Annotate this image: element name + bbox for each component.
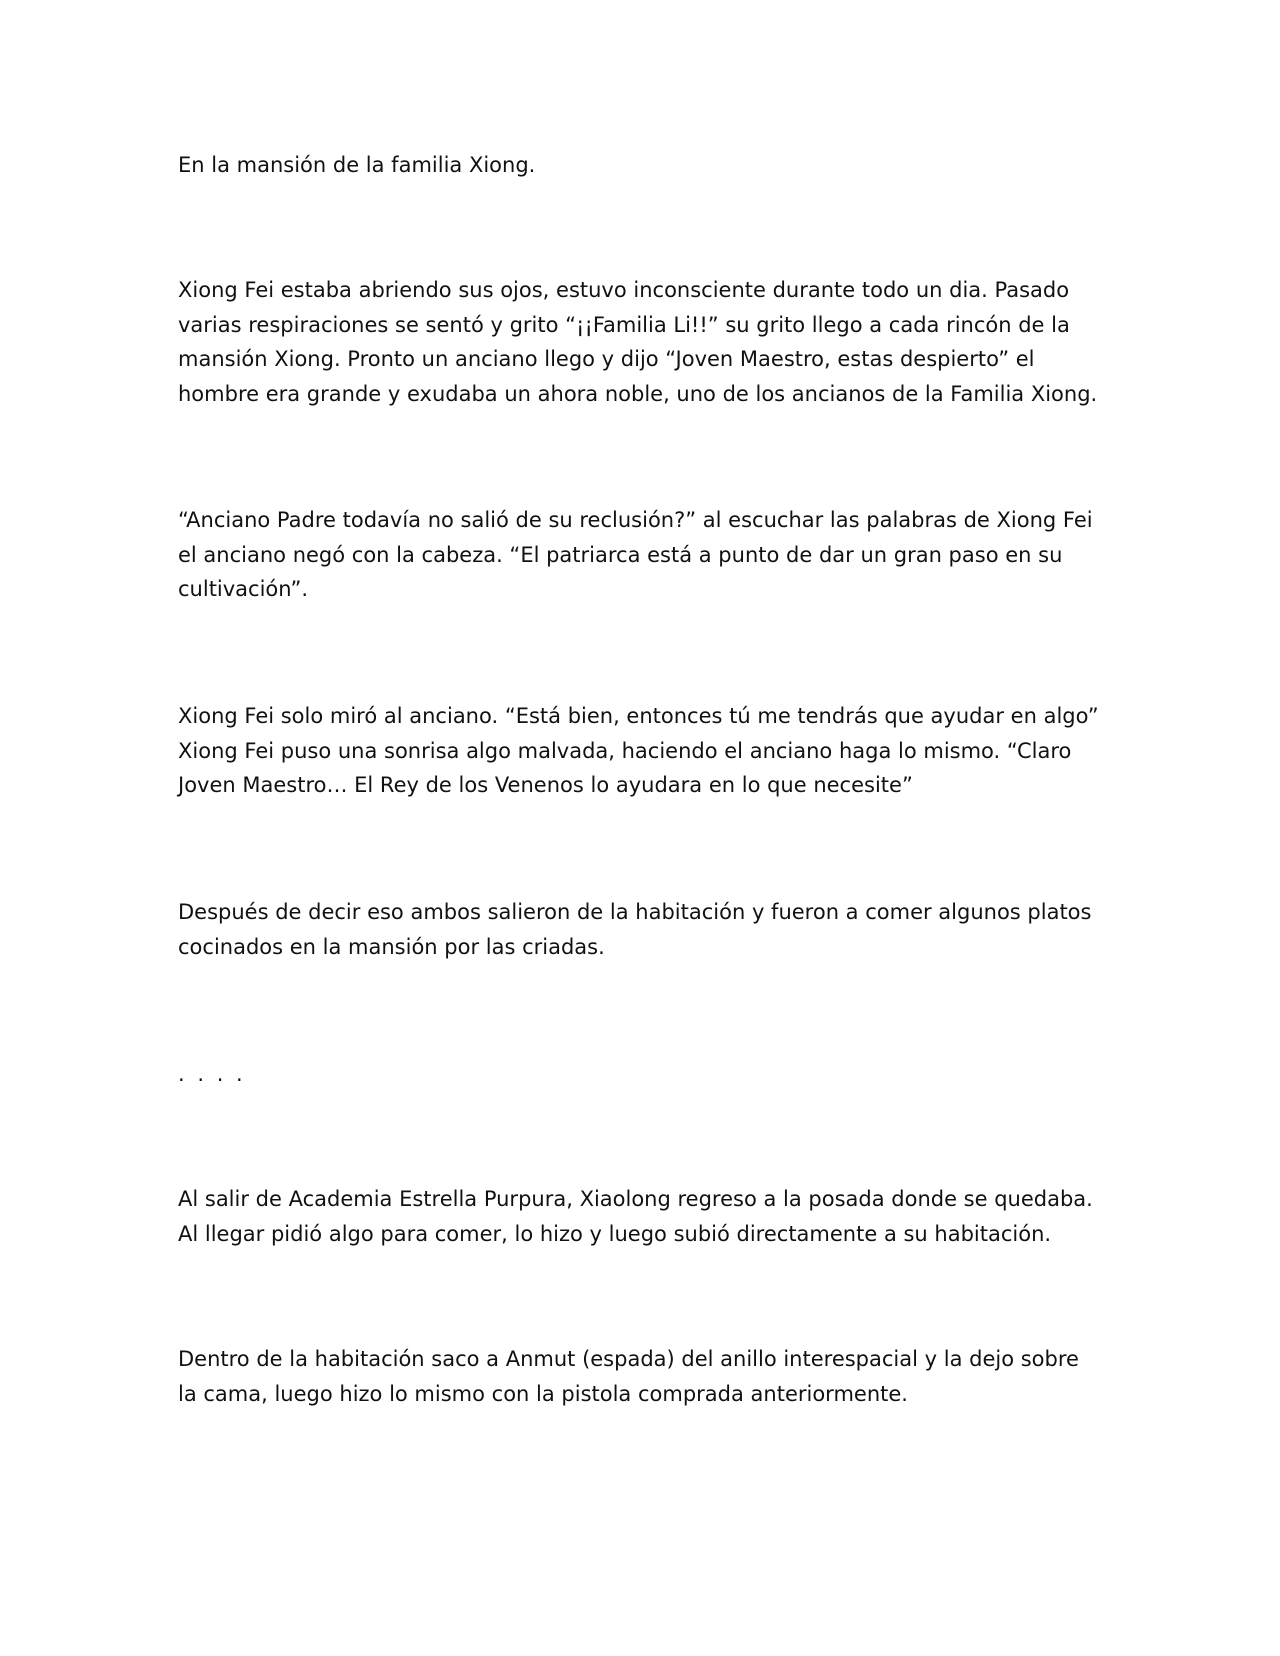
paragraph-4	[178, 699, 1108, 803]
paragraph-1	[178, 148, 1108, 183]
text-line: hombre era grande y exudaba un ahora noble, uno de los ancianos de la Familia Xiong.	[178, 381, 1098, 406]
text-line: En la mansión de la familia Xiong.	[178, 153, 536, 177]
text-line: . . . .	[178, 1062, 246, 1086]
text-line: Al salir de Academia Estrella Purpura, Xiaolong regreso a la posada donde se quedaba.	[178, 1187, 1093, 1211]
text-line: Xiong Fei estaba abriendo sus ojos, estuvo inconsciente durante todo un dia. Pasado	[178, 278, 1070, 302]
text-line: la cama, luego hizo lo mismo con la pistola comprada anteriormente.	[178, 1381, 908, 1406]
text-line: cultivación”.	[178, 577, 308, 601]
text-line: el anciano negó con la cabeza. “El patriarca está a punto de dar un gran paso en su	[178, 542, 1063, 567]
text-line: mansión Xiong. Pronto un anciano llego y dijo “Joven Maestro, estas despierto” el	[178, 347, 1035, 371]
paragraph-6	[178, 1182, 1108, 1251]
text-line: Dentro de la habitación saco a Anmut (espada) del anillo interespacial y la dejo sobre	[178, 1347, 1079, 1371]
paragraph-3	[178, 503, 1108, 607]
text-line: Xiong Fei puso una sonrisa algo malvada, haciendo el anciano haga lo mismo. “Claro	[178, 738, 1072, 763]
text-line: Joven Maestro… El Rey de los Venenos lo ayudara en lo que necesite”	[178, 773, 913, 797]
text-line: varias respiraciones se sentó y grito “¡¡Familia Li!!” su grito llego a cada rincón de la	[178, 312, 1070, 337]
paragraph-2	[178, 273, 1108, 411]
text-line: Al llegar pidió algo para comer, lo hizo y luego subió directamente a su habitación.	[178, 1221, 1052, 1246]
text-line: Después de decir eso ambos salieron de la habitación y fueron a comer algunos platos	[178, 900, 1092, 924]
paragraph-5	[178, 895, 1108, 964]
text-line: Xiong Fei solo miró al anciano. “Está bien, entonces tú me tendrás que ayudar en algo”	[178, 704, 1099, 728]
scene-break	[178, 1057, 1108, 1092]
text-line: cocinados en la mansión por las criadas.	[178, 934, 605, 959]
text-line: “Anciano Padre todavía no salió de su reclusión?” al escuchar las palabras de Xiong Fei	[178, 508, 1093, 532]
paragraph-7	[178, 1342, 1108, 1411]
